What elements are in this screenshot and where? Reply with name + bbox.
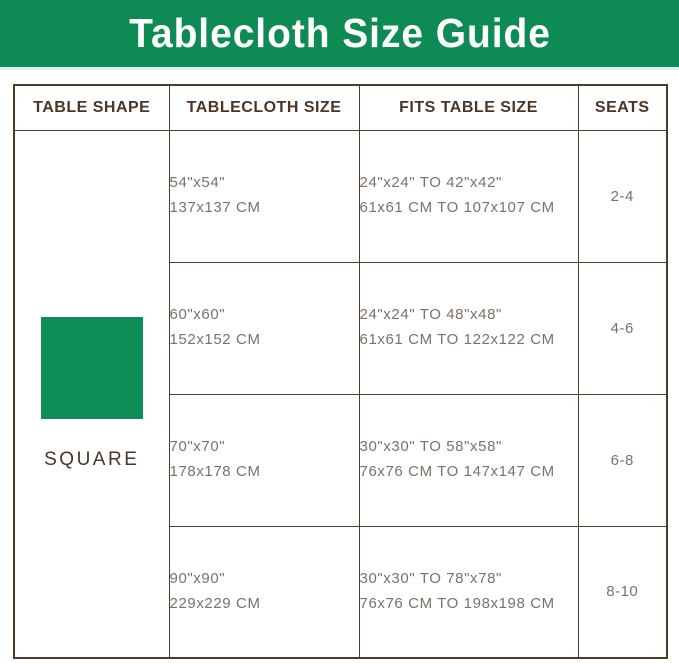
column-header-fits-table-size: FITS TABLE SIZE — [359, 85, 578, 130]
fits-cm: 76x76 CM TO 198x198 CM — [359, 594, 555, 612]
size-cm: 152x152 CM — [169, 331, 261, 348]
fits-inches: 30"x30" TO 78"x78" — [359, 570, 502, 587]
fits-inches: 24"x24" TO 48"x48" — [359, 306, 502, 324]
tablecloth-size-cell — [169, 262, 359, 394]
fits-cm: 76x76 CM TO 147x147 CM — [359, 463, 555, 480]
column-header-table-shape: TABLE SHAPE — [14, 85, 169, 130]
column-header-seats: SEATS — [578, 85, 667, 130]
fits-table-size-cell — [359, 394, 578, 526]
size-guide-table — [13, 84, 668, 659]
fits-cm: 61x61 CM TO 107x107 CM — [359, 199, 555, 216]
fits-table-size-cell — [359, 262, 578, 394]
column-header-tablecloth-size: TABLECLOTH SIZE — [169, 85, 359, 130]
table-row — [14, 130, 667, 262]
fits-inches: 30"x30" TO 58"x58" — [359, 438, 502, 456]
page-title: Tablecloth Size Guide — [128, 10, 551, 56]
table-shape-cell — [14, 130, 169, 658]
fits-inches: 24"x24" TO 42"x42" — [359, 174, 502, 192]
seats-cell: 4-6 — [578, 262, 667, 394]
size-inches: 90"x90" — [169, 570, 226, 587]
tablecloth-size-cell — [169, 394, 359, 526]
seats-cell: 2-4 — [578, 130, 667, 262]
fits-table-size-cell — [359, 130, 578, 262]
table-header-row — [14, 85, 667, 130]
title-banner — [0, 0, 679, 70]
size-inches: 60"x60" — [169, 306, 226, 324]
size-inches: 54"x54" — [169, 174, 226, 192]
seats-cell: 8-10 — [578, 526, 667, 658]
size-cm: 178x178 CM — [169, 463, 261, 480]
seats-cell: 6-8 — [578, 394, 667, 526]
tablecloth-size-cell — [169, 130, 359, 262]
size-inches: 70"x70" — [169, 438, 226, 456]
size-cm: 229x229 CM — [169, 594, 261, 612]
fits-cm: 61x61 CM TO 122x122 CM — [359, 331, 555, 348]
square-shape-swatch — [41, 317, 143, 419]
tablecloth-size-cell — [169, 526, 359, 658]
fits-table-size-cell — [359, 526, 578, 658]
square-shape-label: SQUARE — [44, 448, 140, 470]
size-cm: 137x137 CM — [169, 199, 261, 216]
